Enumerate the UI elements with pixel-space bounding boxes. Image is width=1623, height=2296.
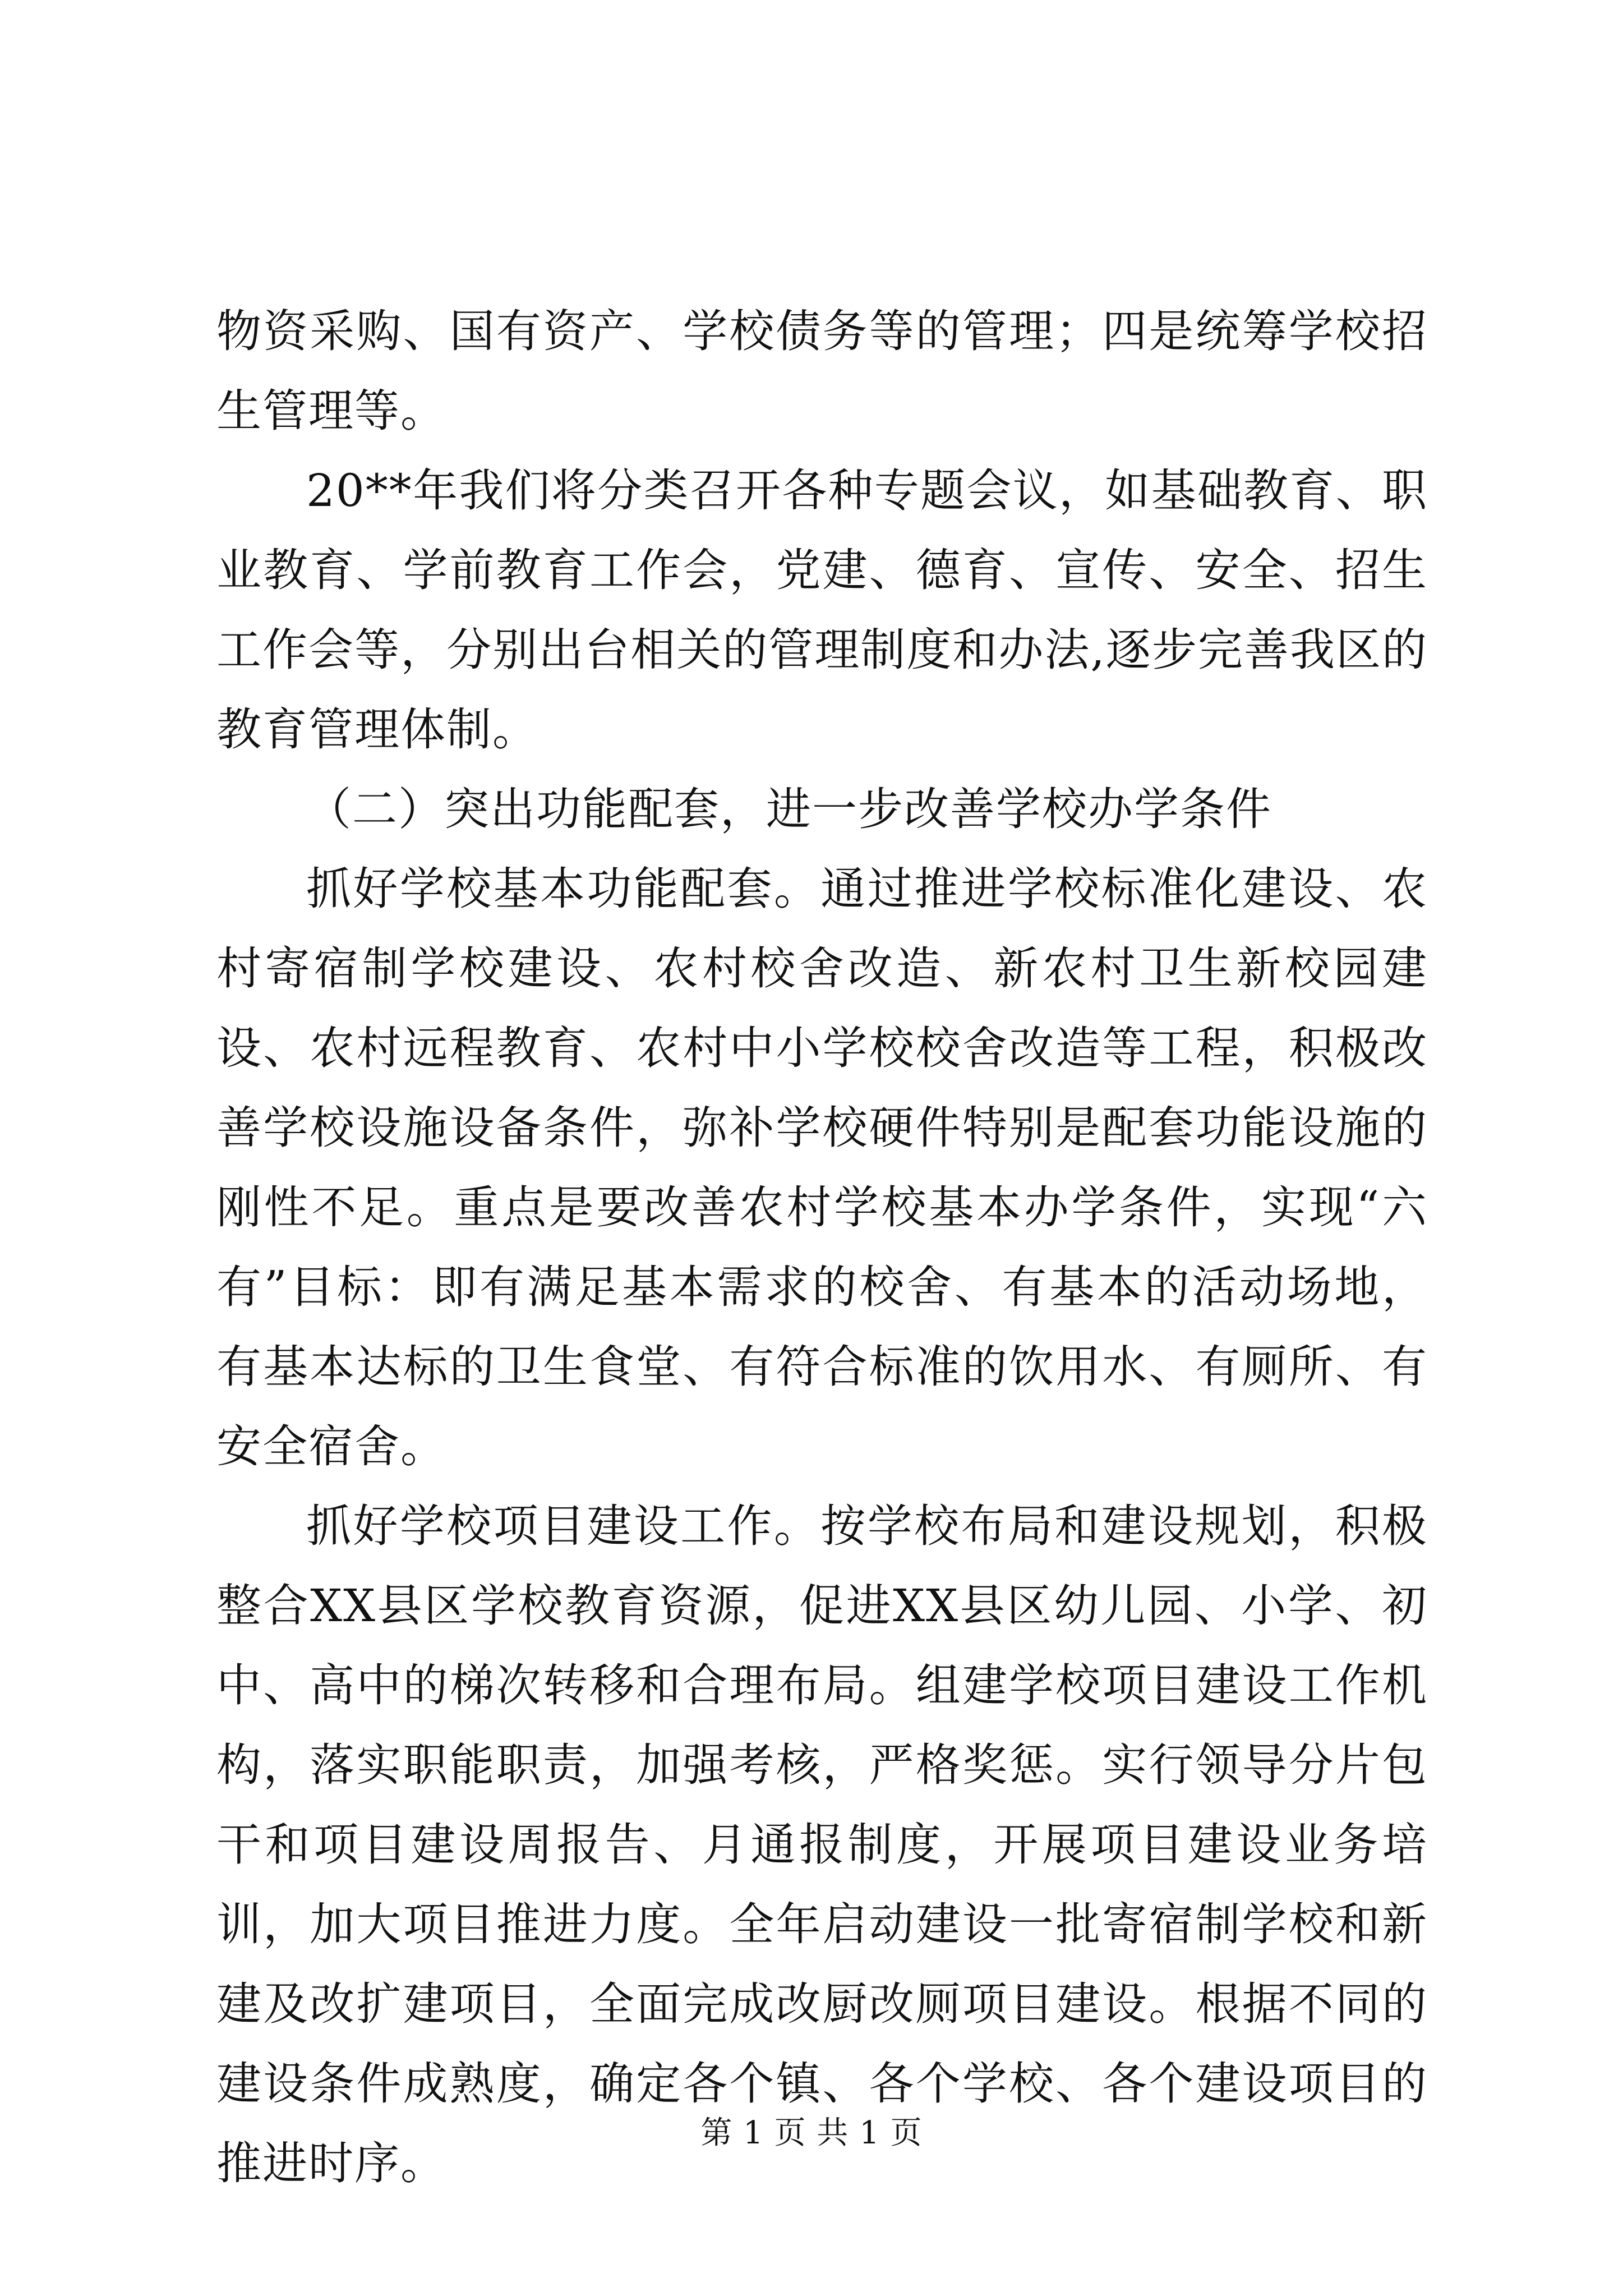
section-heading-function-support: （二）突出功能配套，进一步改善学校办学条件 [306, 783, 1272, 835]
paragraph-management-items: 物资采购、国有资产、学校债务等的管理；四是统筹学校招生管理等。 [216, 305, 1428, 437]
paragraph-basic-function-support: 抓好学校基本功能配套。通过推进学校标准化建设、农村寄宿制学校建设、农村校舍改造、新农村卫生新校园建设、农村远程教育、农村中小学校校舍改造等工程，积极改善学校设施设备条件，弥补学校硬件特别是配套功能设施的刚性不足。重点是要改善农村学校基本办学条件，实现“六有”目标：即有满足基本需求的校舍、有基本的活动场地，有基本达标的卫生食堂、有符合标准的饮用水、有厕所、有安全宿舍。 [216, 863, 1428, 1473]
page-footer: 第 1 页 共 1 页 [700, 2115, 923, 2151]
document-body [216, 292, 1428, 2203]
paragraph-special-meetings: 20**年我们将分类召开各种专题会议，如基础教育、职业教育、学前教育工作会，党建、德育、宣传、安全、招生工作会等，分别出台相关的管理制度和办法,逐步完善我区的教育管理体制。 [216, 464, 1428, 756]
paragraph-project-construction: 抓好学校项目建设工作。按学校布局和建设规划，积极整合XX县区学校教育资源，促进XX县区幼儿园、小学、初中、高中的梯次转移和合理布局。组建学校项目建设工作机构，落实职能职责，加强考核，严格奖惩。实行领导分片包干和项目建设周报告、月通报制度，开展项目建设业务培训，加大项目推进力度。全年启动建设一批寄宿制学校和新建及改扩建项目，全面完成改厨改厕项目建设。根据不同的建设条件成熟度，确定各个镇、各个学校、各个建设项目的推进时序。 [216, 1500, 1428, 2189]
